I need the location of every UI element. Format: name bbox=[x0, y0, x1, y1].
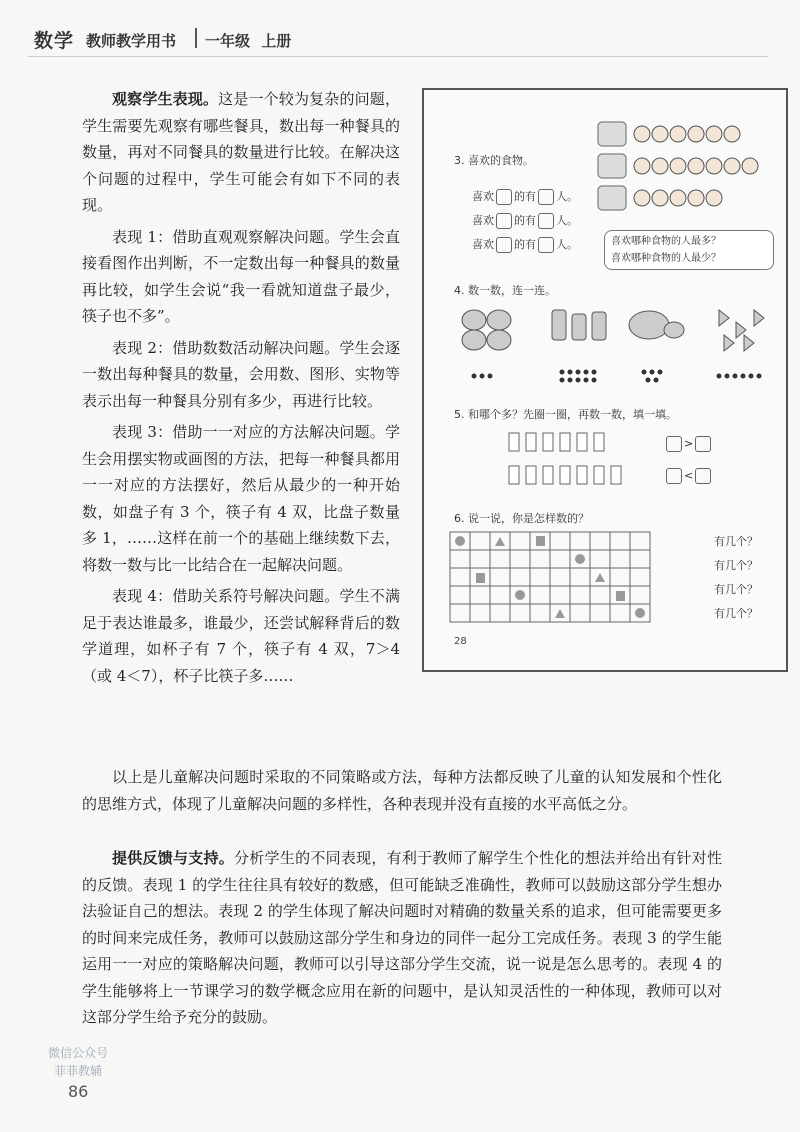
answer-box[interactable] bbox=[538, 237, 554, 253]
page-header bbox=[0, 0, 800, 70]
shape-grid-illustration bbox=[448, 530, 698, 630]
answer-box[interactable] bbox=[666, 436, 682, 452]
food-icon bbox=[496, 213, 512, 229]
header-rule bbox=[28, 56, 768, 57]
q3-title: 3. 喜欢的食物。 bbox=[454, 154, 534, 167]
q6-option-square: 有几个？ bbox=[714, 607, 758, 620]
lead-feedback: 提供反馈与支持。 bbox=[112, 849, 235, 867]
q3-line-1: 喜欢 的有 人。 bbox=[472, 190, 578, 203]
grade-label: 一年级 上册 bbox=[205, 32, 292, 50]
answer-box[interactable] bbox=[695, 436, 711, 452]
children-faces-illustration bbox=[596, 120, 796, 220]
answer-box[interactable] bbox=[666, 468, 682, 484]
animals-and-dots-illustration bbox=[444, 300, 784, 390]
wechat-line-2: 菲菲教辅 bbox=[53, 1064, 102, 1078]
feedback-body: 分析学生的不同表现，有利于教师了解学生个性化的想法并给出有针对性的反馈。表现 1 的学生往往具有较好的数感，但可能缺乏准确性，教师可以鼓励这部分学生想办法验证自己的想法。表现 2 的学生体现了解决问题时对精确的数量关系的追求，但可能需要更多的时间来完成任务，教师可以鼓励这部分学生和身边的同伴一起分工完成任务。表现 3 的学生能运用一一对应的策略解决问题，教师可以引导这部分学生交流，说一说是怎么思考的。表现 4 的学生能够将上一节课学习的数学概念应用在新的问题中，是认知灵活性的一种体现，教师可以对这部分学生给予充分的鼓励。 bbox=[82, 849, 722, 1026]
left-text-column bbox=[82, 86, 400, 694]
wechat-line-1: 微信公众号 bbox=[47, 1046, 108, 1060]
paragraph-text: 这是一个较为复杂的问题，学生需要先观察有哪些餐具，数出每一种餐具的数量，再对不同餐具的数量进行比较。在解决这个问题的过程中，学生可能会有如下不同的表现。 bbox=[82, 90, 400, 214]
answer-box[interactable] bbox=[695, 468, 711, 484]
summary-text: 以上是儿童解决问题时采取的不同策略或方法，每种方法都反映了儿童的认知发展和个性化的思维方式，体现了儿童解决问题的多样性，各种表现并没有直接的水平高低之分。 bbox=[82, 768, 722, 813]
q3-line-3: 喜欢 的有 人。 bbox=[472, 238, 578, 251]
textbook-figure bbox=[422, 88, 788, 672]
q6-option-circle: 有几个？ bbox=[714, 535, 758, 548]
subject-logo: 数学 bbox=[34, 30, 75, 52]
q6-options bbox=[714, 530, 758, 626]
paragraph-feedback bbox=[82, 845, 722, 1031]
bubble-line-1: 喜欢哪种食物的人最多？ bbox=[611, 236, 721, 247]
paragraph-performance-3: 表现 3：借助一一对应的方法解决问题。学生会用摆实物或画图的方法，把每一种餐具都用一一对应的方法摆好，然后从最少的一种开始数，如盘子有 3 个，筷子有 4 双，比盘子数量多 1，……这样在前一个的基础上继续数下去，将数一数与比一比结合在一起解决问题。 bbox=[82, 423, 400, 574]
page-number: 86 bbox=[68, 1082, 89, 1101]
food-icon bbox=[496, 189, 512, 205]
lead-observe: 观察学生表现。 bbox=[112, 90, 219, 108]
food-icon bbox=[496, 237, 512, 253]
paragraph-performance-2: 表现 2：借助数数活动解决问题。学生会逐一数出每种餐具的数量，会用数、图形、实物等表示出每一种餐具分别有多少，再进行比较。 bbox=[82, 338, 400, 410]
paragraph-observe bbox=[82, 86, 400, 219]
answer-box[interactable] bbox=[538, 189, 554, 205]
feedback-text bbox=[82, 845, 722, 1031]
wechat-text bbox=[36, 1044, 120, 1080]
answer-box[interactable] bbox=[538, 213, 554, 229]
q6-option-triangle: 有几个？ bbox=[714, 583, 758, 596]
q6-option-cylinder: 有几个？ bbox=[714, 559, 758, 572]
paragraph-performance-4: 表现 4：借助关系符号解决问题。学生不满足于表达谁最多，谁最少，还尝试解释背后的数学道理，如杯子有 7 个，筷子有 4 双，7＞4（或 4＜7），杯子比筷子多…… bbox=[82, 587, 400, 685]
paragraph-summary bbox=[82, 764, 722, 817]
figure-page-number: 28 bbox=[454, 636, 467, 647]
q5-title: 5. 和哪个多？先圈一圈，再数一数，填一填。 bbox=[454, 408, 677, 421]
bubble-line-2: 喜欢哪种食物的人最少？ bbox=[611, 253, 721, 264]
q5-compare-lt: < bbox=[664, 468, 713, 484]
q6-title: 6. 说一说，你是怎样数的？ bbox=[454, 512, 589, 525]
q5-compare-gt: > bbox=[664, 436, 713, 452]
book-title: 教师教学用书 bbox=[86, 32, 177, 50]
q3-line-2: 喜欢 的有 人。 bbox=[472, 214, 578, 227]
question-bubble bbox=[604, 230, 774, 270]
paragraph-performance-1: 表现 1：借助直观观察解决问题。学生会直接看图作出判断，不一定数出每一种餐具的数量再比较，如学生会说“我一看就知道盘子最少，筷子也不多”。 bbox=[82, 227, 400, 325]
header-separator bbox=[195, 28, 197, 48]
q4-title: 4. 数一数，连一连。 bbox=[454, 284, 556, 297]
